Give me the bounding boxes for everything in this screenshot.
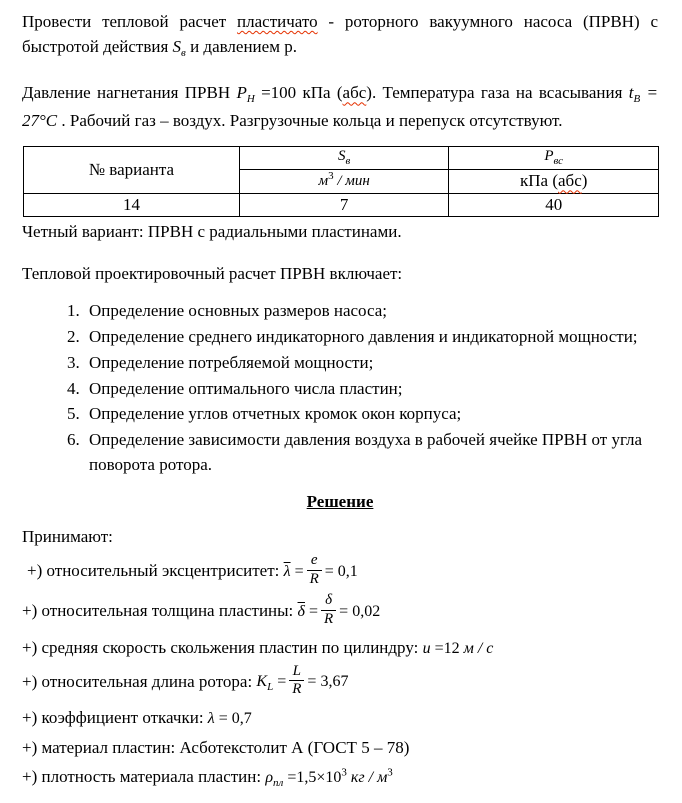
equals-sign: = (277, 673, 287, 691)
assumption-pumping-coefficient-label: +) коэффициент откачки: (22, 708, 208, 728)
problem-statement (22, 9, 658, 61)
speed-symbol: S (338, 148, 346, 165)
symbol-speed-base: S (172, 37, 182, 57)
sliding-speed-value: =12 (430, 639, 464, 657)
assumption-rotor-length-label: +) относительная длина ротора: (22, 671, 257, 691)
even-variant-note: Четный вариант: ПРВН с радиальными пластинами. (22, 221, 402, 241)
list-item-5: 5. Определение углов отчетных кромок окон корпуса; (84, 402, 658, 427)
fraction-numerator: L (289, 664, 304, 682)
assumption-plate-material-label: +) материал пластин: Асботекстолит А (ГОСТ 5 – 78) (22, 737, 410, 757)
fraction-denominator: R (309, 570, 319, 587)
discharge-pressure-value: =100 кПа ( (254, 83, 343, 103)
list-item-2: 2. Определение среднего индикаторного давления и индикаторной мощности; (84, 325, 658, 350)
problem-text-lead: Провести тепловой расчет (22, 12, 238, 31)
speed-column-header (239, 146, 449, 169)
pressure-column-header (449, 146, 659, 169)
pressure-symbol: P (544, 148, 554, 165)
list-item-1: 1. Определение основных размеров насоса; (84, 299, 658, 324)
equals-sign: = (294, 562, 304, 580)
density-exponent: 3 (341, 766, 347, 779)
includes-list (22, 299, 658, 478)
plate-thickness-value: = 0,02 (339, 603, 381, 621)
conditions-text-3: . Рабочий газ – воздух. Разгрузочные кольца и перепуск отсутствуют. (57, 110, 563, 130)
fraction-L-over-R (289, 664, 304, 699)
K-symbol-subscript: L (267, 681, 274, 694)
fraction-e-over-R (307, 553, 322, 588)
variant-number-value: 14 (24, 193, 240, 216)
density-units-exponent: 3 (387, 766, 393, 779)
fraction-numerator: δ (321, 593, 336, 611)
density-units: кг / м (346, 768, 388, 786)
conditions-text-1: Давление нагнетания ПРВН (22, 83, 237, 103)
assumption-pumping-coefficient (22, 706, 658, 731)
rho-symbol: ρ (265, 768, 274, 786)
fraction-delta-over-R (321, 593, 336, 628)
K-symbol: K (256, 673, 268, 691)
assumption-eccentricity-label: +) относительный эксцентриситет: (27, 560, 284, 580)
pressure-value: 40 (449, 193, 659, 216)
symbol-speed-subscript: в (181, 47, 186, 60)
symbol-suction-temperature: t (628, 83, 634, 103)
pumping-coefficient-value: = 0,7 (214, 710, 252, 728)
u-symbol: u (422, 639, 431, 657)
speed-symbol-subscript: в (345, 155, 351, 168)
pressure-units-before: кПа ( (520, 171, 558, 191)
list-item-4: 4. Определение оптимального числа пластин; (84, 377, 658, 402)
list-item-3: 3. Определение потребляемой мощности; (84, 351, 658, 376)
speed-units-base: м (318, 172, 329, 189)
symbol-discharge-pressure: P (236, 83, 247, 103)
lambda-bar-symbol: $\overline{\lambda}$ (283, 562, 291, 580)
assumption-plate-material (22, 736, 658, 760)
solution-heading-text: Решение (306, 491, 374, 511)
delta-bar-symbol: $\overline{\delta}$ (297, 603, 305, 621)
variant-table (23, 146, 659, 217)
pressure-units-cell (449, 169, 659, 193)
table-header-row-1 (24, 146, 659, 169)
list-item-6: 6. Определение зависимости давления воздуха в рабочей ячейке ПРВН от угла поворота ротора. (84, 428, 658, 478)
rotor-length-value: = 3,67 (307, 673, 349, 691)
assumption-plate-thickness (22, 592, 658, 630)
assumption-sliding-speed-label: +) средняя скорость скольжения пластин по цилиндру: (22, 637, 423, 657)
pressure-units-after: ) (581, 171, 588, 191)
rho-symbol-subscript: пл (273, 776, 284, 789)
density-value: =1,5×10 (283, 768, 342, 786)
abs-word: абс (342, 83, 367, 103)
conditions-text-2: ). Температура газа на всасывания (366, 83, 629, 103)
eccentricity-value: = 0,1 (324, 562, 358, 580)
table-data-row (24, 193, 659, 216)
sliding-speed-units: м / с (463, 639, 494, 657)
speed-units-rest: / мин (333, 172, 370, 189)
fraction-denominator: R (324, 611, 334, 628)
fraction-denominator: R (292, 681, 302, 698)
suction-temperature-value: = 27°C (22, 83, 658, 130)
includes-heading: Тепловой проектировочный расчет ПРВН включает: (22, 264, 403, 284)
accept-label: Принимают: (22, 526, 113, 546)
problem-text-mid: - роторного вакуумного насоса (ПРВН) с быстротой действия (22, 12, 658, 57)
equals-sign: = (308, 603, 318, 621)
pressure-units-abs: абс (558, 171, 582, 191)
solution-heading (22, 492, 658, 512)
variant-number-header: № варианта (24, 146, 240, 193)
conditions-paragraph (22, 80, 658, 132)
assumption-plate-thickness-label: +) относительная толщина пластины: (22, 601, 298, 621)
misspelled-word: пластичато (237, 12, 318, 31)
assumption-plate-density-label: +) плотность материала пластин: (22, 766, 266, 786)
symbol-discharge-pressure-subscript: Н (246, 93, 255, 106)
assumption-rotor-length (22, 662, 658, 701)
symbol-suction-temperature-subscript: В (633, 93, 641, 106)
speed-units-exponent: 3 (328, 169, 334, 182)
problem-text-tail: и давлением р. (185, 37, 297, 57)
speed-value: 7 (239, 193, 449, 216)
fraction-numerator: e (307, 553, 322, 571)
assumption-sliding-speed (22, 636, 658, 661)
speed-units-cell (239, 169, 449, 193)
lambda-symbol: λ (207, 710, 215, 728)
assumption-eccentricity (22, 551, 658, 590)
assumption-plate-density (22, 765, 658, 792)
pressure-symbol-subscript: вс (553, 155, 564, 168)
